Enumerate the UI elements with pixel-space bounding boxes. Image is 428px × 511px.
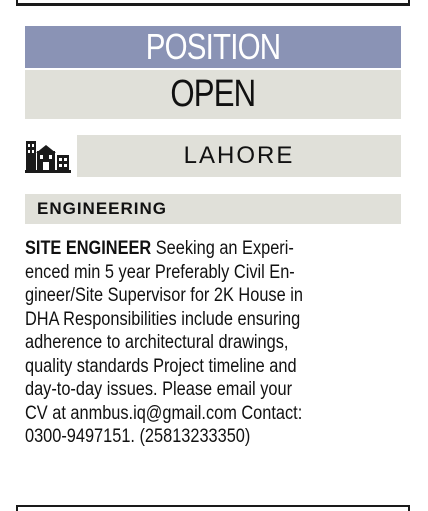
location-label-box <box>77 135 401 177</box>
top-border-rule <box>16 0 410 6</box>
ad-line <box>25 237 348 261</box>
bottom-border-rule <box>16 505 410 511</box>
ad-body <box>25 237 401 449</box>
city-buildings-icon <box>25 135 77 177</box>
ad-line: day-to-day issues. Please email your <box>25 379 293 400</box>
ad-line: CV at anmbus.iq@gmail.com Contact: <box>25 402 303 424</box>
open-heading: OPEN <box>170 73 256 115</box>
ad-line: DHA Responsibilities include ensuring <box>25 308 301 330</box>
ad-line: gineer/Site Supervisor for 2K House in <box>25 285 303 306</box>
location-row <box>25 135 401 177</box>
category-label: ENGINEERING <box>37 199 168 218</box>
ad-line: 0300-9497151. (25813233350) <box>25 426 251 447</box>
ad-line: enced min 5 year Preferably Civil En- <box>25 261 295 283</box>
position-heading: POSITION <box>145 26 281 67</box>
open-banner <box>25 70 401 119</box>
ad-line-text: Seeking an Experi- <box>151 238 294 259</box>
category-bar <box>25 194 401 224</box>
location-label: LAHORE <box>183 142 295 169</box>
ad-line: adherence to architectural drawings, <box>25 332 289 353</box>
ad-line: quality standards Project timeline and <box>25 355 297 377</box>
position-banner <box>25 26 401 68</box>
ad-title: SITE ENGINEER <box>25 238 152 259</box>
